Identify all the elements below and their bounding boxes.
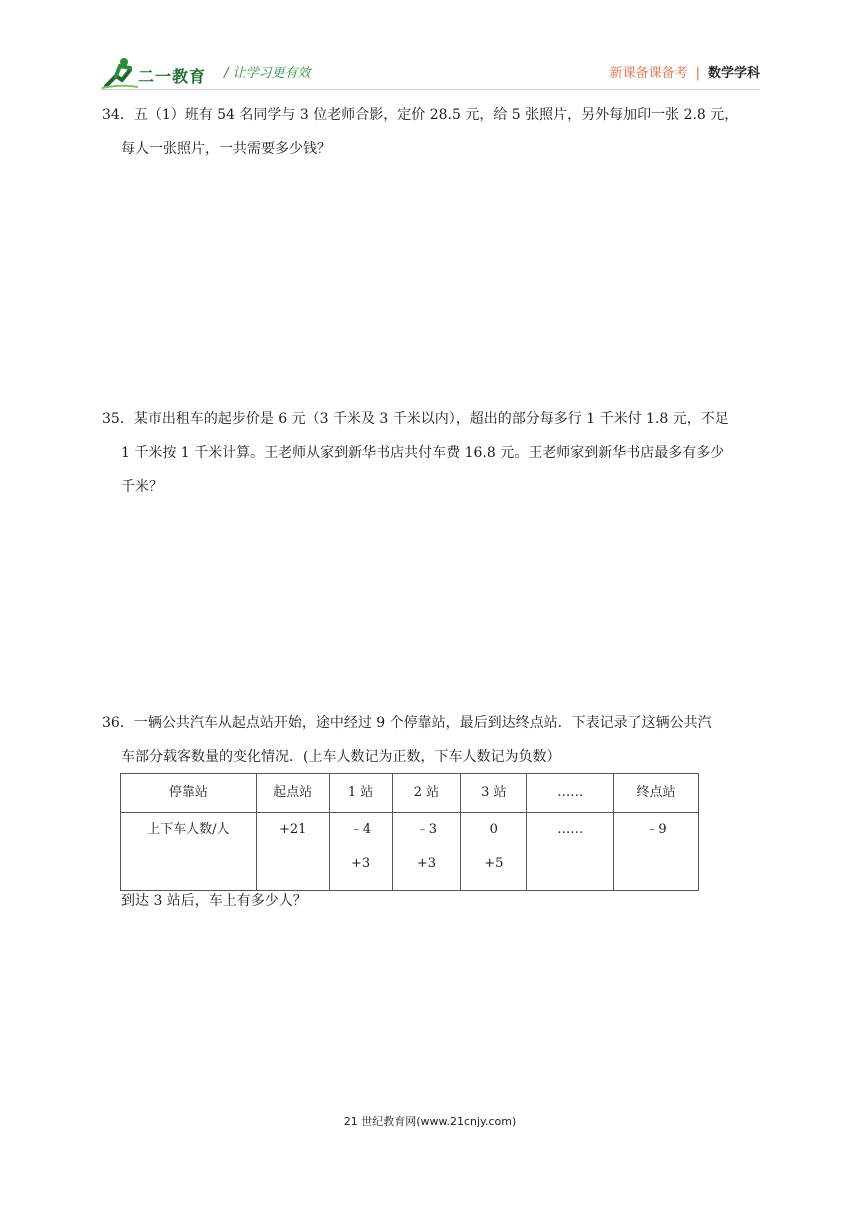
header-cell-stop-2: 2 站 bbox=[392, 774, 461, 813]
q36-line1: 36．一辆公共汽车从起点站开始，途中经过 9 个停靠站，最后到达终点站．下表记录了这辆公共汽 bbox=[102, 715, 712, 731]
header-separator: | bbox=[695, 66, 700, 81]
header-cell-stop-1: 1 站 bbox=[329, 774, 392, 813]
table-header-row bbox=[121, 774, 699, 813]
header-divider bbox=[100, 89, 760, 90]
prep-label: 新课备课备考 bbox=[609, 66, 688, 81]
q35-line3: 千米？ bbox=[121, 479, 163, 495]
cell-end bbox=[614, 813, 699, 891]
runner-logo-icon bbox=[100, 56, 140, 90]
subject-label: 数学学科 bbox=[707, 66, 760, 81]
bus-stops-table bbox=[120, 773, 699, 891]
cell-value-off: ﹣4 bbox=[349, 822, 372, 837]
brand-logo bbox=[100, 56, 225, 90]
table-row bbox=[121, 813, 699, 891]
q36-question: 到达 3 站后，车上有多少人？ bbox=[121, 893, 307, 909]
cell-stop-1 bbox=[329, 813, 392, 891]
cell-stop-3 bbox=[461, 813, 527, 891]
q36-line2: 车部分载客数量的变化情况．(上车人数记为正数，下车人数记为负数） bbox=[121, 749, 561, 765]
logo-text: 二一教育 bbox=[138, 67, 207, 86]
cell-value-off: ﹣3 bbox=[415, 822, 438, 837]
header-cell-end: 终点站 bbox=[614, 774, 699, 813]
q35-line2: 1 千米按 1 千米计算。王老师从家到新华书店共付车费 16.8 元。王老师家到新华书店最多有多少 bbox=[121, 445, 725, 461]
header-right bbox=[610, 62, 760, 81]
cell-start bbox=[256, 813, 329, 891]
cell-value: +21 bbox=[278, 822, 307, 837]
page-header bbox=[100, 52, 760, 90]
q34-line2: 每人一张照片，一共需要多少钱？ bbox=[121, 141, 331, 157]
cell-value: ﹣9 bbox=[645, 822, 667, 837]
cell-value-off: 0 bbox=[489, 822, 498, 837]
cell-value-on: +5 bbox=[484, 856, 504, 871]
cell-ellipsis bbox=[527, 813, 614, 891]
cell-value-on: +3 bbox=[416, 856, 437, 871]
slogan: / 让学习更有效 bbox=[224, 66, 311, 81]
cell-value-on: +3 bbox=[350, 856, 371, 871]
header-cell-stop-3: 3 站 bbox=[461, 774, 527, 813]
header-cell-start: 起点站 bbox=[256, 774, 329, 813]
header-cell-ellipsis: …… bbox=[527, 774, 614, 813]
header-cell-stop: 停靠站 bbox=[121, 774, 257, 813]
row-label: 上下车人数/人 bbox=[147, 822, 230, 837]
page-footer: 21 世纪教育网(www.21cnjy.com) bbox=[343, 1115, 517, 1128]
row-label-cell bbox=[121, 813, 257, 891]
cell-value: …… bbox=[557, 822, 584, 837]
cell-stop-2 bbox=[392, 813, 461, 891]
q35-line1: 35．某市出租车的起步价是 6 元（3 千米及 3 千米以内），超出的部分每多行 1 千米付 1.8 元，不足 bbox=[102, 411, 729, 427]
q34-line1: 34．五（1）班有 54 名同学与 3 位老师合影，定价 28.5 元，给 5 张照片，另外每加印一张 2.8 元， bbox=[102, 107, 739, 123]
